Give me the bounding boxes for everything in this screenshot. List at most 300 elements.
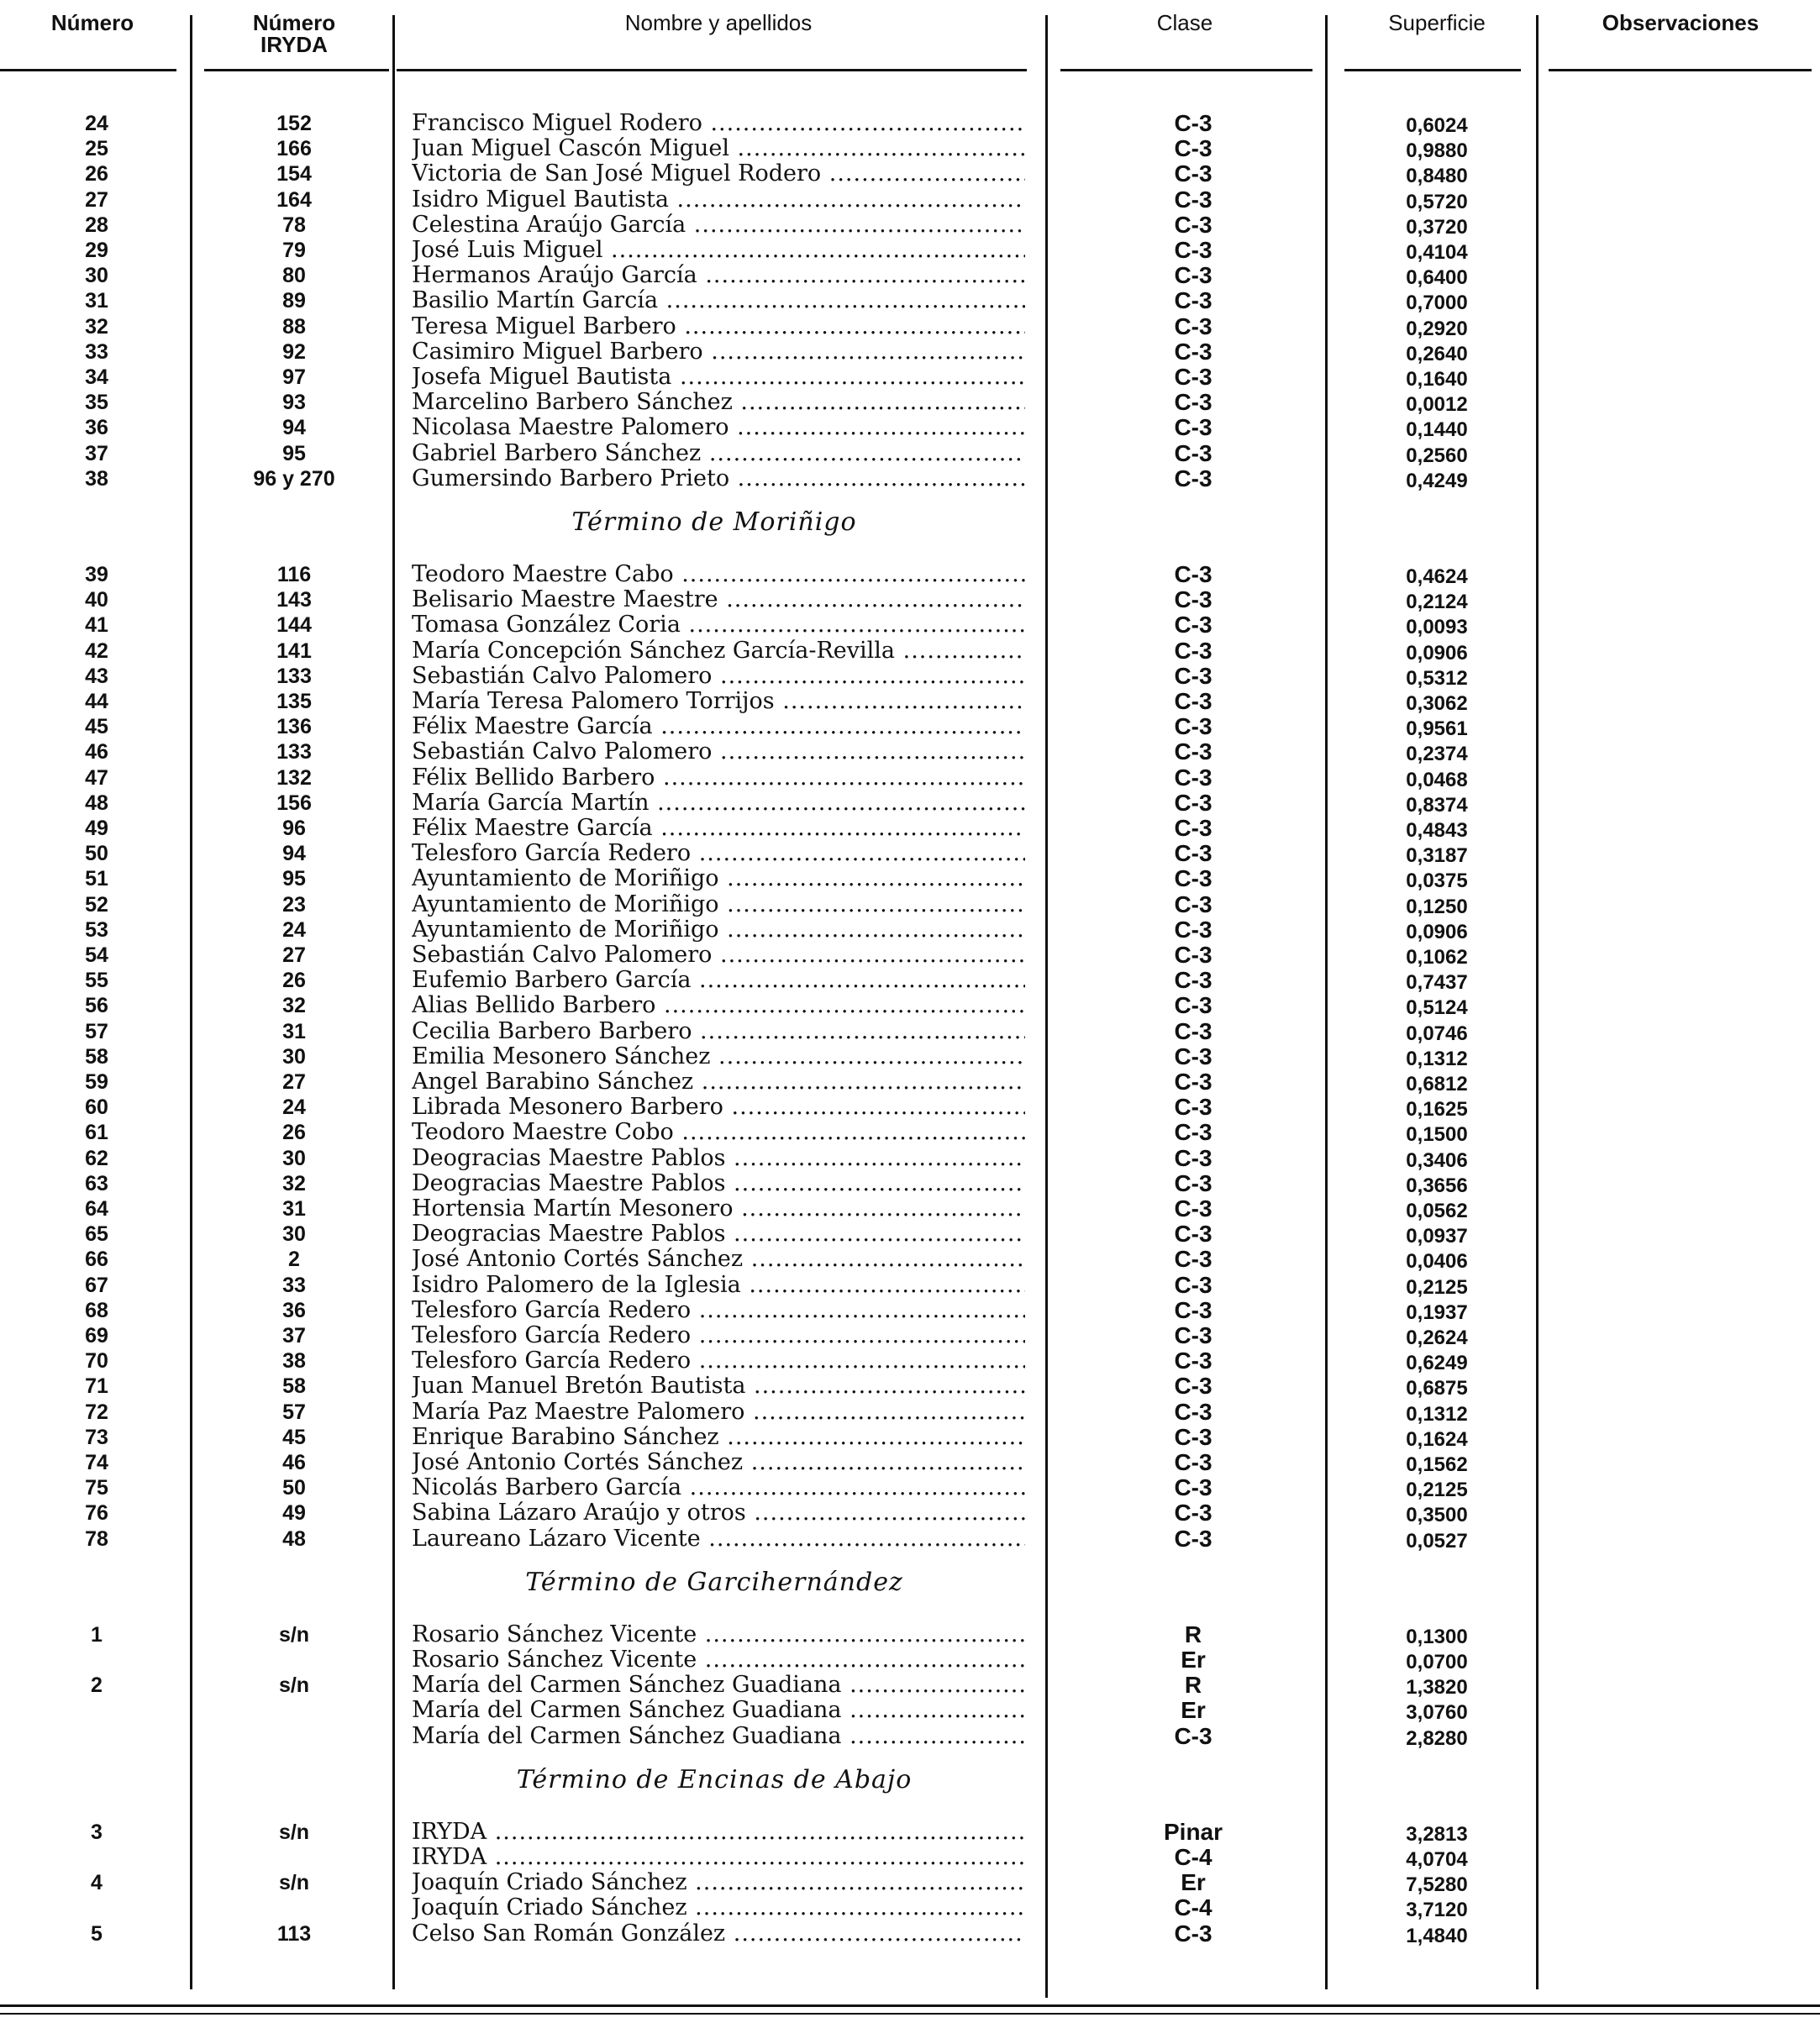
cell-nombre: Librada Mesonero Barbero ..... <box>412 1095 1025 1120</box>
cell-numero: 43 <box>85 664 108 688</box>
table-row <box>0 111 1820 136</box>
cell-iryda: 94 <box>282 416 306 440</box>
header-rule <box>0 69 176 71</box>
cell-numero: 41 <box>85 613 108 638</box>
cell-iryda: 27 <box>282 1070 306 1094</box>
cell-numero: 38 <box>85 466 108 491</box>
cell-clase: C-3 <box>1174 1094 1212 1121</box>
cell-superficie: 0,2125 <box>1406 1275 1468 1299</box>
cell-superficie: 0,2920 <box>1406 317 1468 340</box>
cell-superficie: 0,6875 <box>1406 1377 1468 1400</box>
cell-nombre: Celso San Román González ..... <box>412 1921 1025 1947</box>
cell-iryda: 58 <box>282 1374 306 1399</box>
table-row <box>0 390 1820 415</box>
cell-superficie: 0,9561 <box>1406 717 1468 741</box>
cell-nombre: Telesforo García Redero ..... <box>412 1348 1025 1374</box>
table-row <box>0 1323 1820 1348</box>
cell-superficie: 0,0527 <box>1406 1529 1468 1553</box>
cell-clase: C-3 <box>1174 110 1212 136</box>
cell-clase: C-4 <box>1174 1844 1212 1870</box>
cell-clase: C-3 <box>1174 967 1212 994</box>
cell-nombre: Telesforo García Redero ..... <box>412 1298 1025 1323</box>
cell-numero: 65 <box>85 1222 108 1247</box>
cell-numero: 56 <box>85 994 108 1018</box>
cell-numero: 63 <box>85 1171 108 1195</box>
cell-superficie: 0,1625 <box>1406 1098 1468 1122</box>
table-row <box>0 415 1820 440</box>
table-row <box>0 1044 1820 1069</box>
table-row <box>0 339 1820 365</box>
cell-iryda: 93 <box>282 391 306 415</box>
cell-iryda: s/n <box>278 1673 310 1698</box>
cell-nombre: Angel Barabino Sánchez ..... <box>412 1069 1025 1095</box>
cell-clase: C-3 <box>1174 1246 1212 1273</box>
cell-iryda: 49 <box>282 1501 306 1526</box>
cell-nombre: María Paz Maestre Palomero ..... <box>412 1400 1025 1425</box>
table-row <box>0 238 1820 263</box>
cell-nombre: Félix Maestre García ..... <box>412 816 1025 841</box>
table-row <box>0 1146 1820 1171</box>
cell-numero: 55 <box>85 969 108 993</box>
table-row <box>0 1820 1820 1845</box>
cell-numero: 49 <box>85 817 108 840</box>
table-row <box>0 1622 1820 1647</box>
cell-clase: C-3 <box>1174 1348 1212 1374</box>
cell-nombre: Juan Manuel Bretón Bautista ..... <box>412 1374 1025 1399</box>
cell-clase: C-3 <box>1174 262 1212 289</box>
cell-clase: C-3 <box>1174 389 1212 416</box>
cell-nombre: Nicolasa Maestre Palomero ..... <box>412 415 1025 440</box>
cell-iryda: 57 <box>282 1400 306 1424</box>
cell-iryda: 152 <box>276 112 312 135</box>
cell-nombre: José Antonio Cortés Sánchez ..... <box>412 1247 1025 1272</box>
cell-iryda: 132 <box>276 765 312 790</box>
table-row <box>0 943 1820 968</box>
cell-nombre: Hortensia Martín Mesonero ..... <box>412 1196 1025 1222</box>
cell-clase: C-3 <box>1174 1322 1212 1348</box>
cell-superficie: 0,3656 <box>1406 1174 1468 1197</box>
cell-clase: C-3 <box>1174 815 1212 841</box>
cell-iryda: 166 <box>276 137 312 161</box>
table-row <box>0 466 1820 491</box>
cell-nombre: Isidro Miguel Bautista ..... <box>412 187 1025 213</box>
cell-clase: C-3 <box>1174 211 1212 238</box>
cell-nombre: Deogracias Maestre Pablos ..... <box>412 1171 1025 1196</box>
cell-iryda: 33 <box>282 1273 306 1297</box>
table-row <box>0 1171 1820 1196</box>
cell-clase: C-3 <box>1174 1722 1212 1749</box>
cell-nombre: Rosario Sánchez Vicente ..... <box>412 1622 1025 1647</box>
cell-superficie: 0,1937 <box>1406 1300 1468 1324</box>
cell-superficie: 0,8374 <box>1406 793 1468 817</box>
cell-nombre: Enrique Barabino Sánchez ..... <box>412 1425 1025 1450</box>
cell-clase: R <box>1184 1672 1202 1699</box>
cell-iryda: 31 <box>282 1197 306 1221</box>
cell-superficie: 0,4249 <box>1406 469 1468 492</box>
cell-numero: 61 <box>85 1121 108 1145</box>
cell-iryda: 24 <box>282 917 306 942</box>
cell-superficie: 0,2560 <box>1406 444 1468 467</box>
cell-iryda: 143 <box>276 588 312 612</box>
cell-superficie: 0,0906 <box>1406 641 1468 665</box>
cell-numero: 24 <box>85 112 108 135</box>
cell-clase: C-3 <box>1174 1525 1212 1552</box>
table-row <box>0 1222 1820 1247</box>
cell-superficie: 0,5124 <box>1406 996 1468 1020</box>
table-row <box>0 1095 1820 1120</box>
header-superficie: Superficie <box>1388 10 1486 35</box>
cell-nombre: Juan Miguel Cascón Miguel ..... <box>412 136 1025 161</box>
cell-iryda: 2 <box>288 1248 300 1272</box>
cell-superficie: 0,3500 <box>1406 1504 1468 1527</box>
header-iryda-line-1: Número <box>252 10 336 35</box>
cell-nombre: Celestina Araújo García ..... <box>412 213 1025 238</box>
cell-nombre: Eufemio Barbero García ..... <box>412 968 1025 993</box>
cell-nombre: Rosario Sánchez Vicente ..... <box>412 1647 1025 1673</box>
table-row <box>0 714 1820 739</box>
cell-nombre: Sebastián Calvo Palomero ..... <box>412 943 1025 968</box>
cell-superficie: 4,0704 <box>1406 1848 1468 1871</box>
cell-clase: Er <box>1181 1869 1206 1896</box>
cell-numero: 40 <box>85 588 108 612</box>
bottom-rule <box>0 2004 1820 2007</box>
cell-superficie: 0,2124 <box>1406 591 1468 614</box>
cell-iryda: 95 <box>282 441 306 465</box>
cell-clase: C-3 <box>1174 916 1212 943</box>
cell-superficie: 1,3820 <box>1406 1676 1468 1700</box>
cell-iryda: 78 <box>282 213 306 237</box>
cell-nombre: Ayuntamiento de Moriñigo ..... <box>412 866 1025 891</box>
table-row <box>0 1298 1820 1323</box>
cell-iryda: 88 <box>282 314 306 339</box>
cell-nombre: Teodoro Maestre Cabo ..... <box>412 562 1025 587</box>
cell-numero: 31 <box>85 289 108 313</box>
cell-clase: C-3 <box>1174 1195 1212 1222</box>
cell-numero: 76 <box>85 1501 108 1526</box>
cell-iryda: 38 <box>282 1349 306 1374</box>
table-row <box>0 841 1820 866</box>
header-nombre: Nombre y apellidos <box>624 10 813 35</box>
cell-numero: 62 <box>85 1146 108 1170</box>
cell-iryda: 141 <box>276 638 312 663</box>
cell-iryda: 80 <box>282 264 306 288</box>
cell-iryda: 113 <box>276 1921 312 1946</box>
cell-numero: 46 <box>85 740 108 764</box>
header-numero: Número <box>50 10 134 35</box>
cell-clase: C-3 <box>1174 338 1212 365</box>
cell-numero: 74 <box>85 1451 108 1474</box>
cell-iryda: 133 <box>276 740 312 764</box>
cell-nombre: Félix Bellido Barbero ..... <box>412 765 1025 791</box>
cell-superficie: 0,6400 <box>1406 266 1468 290</box>
cell-clase: C-4 <box>1174 1894 1212 1921</box>
cell-superficie: 0,5312 <box>1406 666 1468 690</box>
cell-numero: 2 <box>91 1673 103 1698</box>
cell-numero: 36 <box>85 416 108 440</box>
cell-iryda: 23 <box>282 892 306 917</box>
cell-clase: C-3 <box>1174 1144 1212 1171</box>
cell-clase: C-3 <box>1174 439 1212 466</box>
cell-nombre: Basilio Martín García ..... <box>412 288 1025 313</box>
table-row <box>0 892 1820 917</box>
table-row <box>0 1374 1820 1399</box>
cell-iryda: 116 <box>276 563 312 586</box>
cell-nombre: María Concepción Sánchez García-Revilla ..... <box>412 638 1025 664</box>
cell-nombre: Casimiro Miguel Barbero ..... <box>412 339 1025 365</box>
cell-clase: C-3 <box>1174 789 1212 816</box>
cell-clase: C-3 <box>1174 414 1212 441</box>
cell-iryda: 32 <box>282 1171 306 1195</box>
cell-numero: 3 <box>91 1820 103 1844</box>
table-row <box>0 791 1820 816</box>
table-row <box>0 638 1820 664</box>
cell-superficie: 0,3720 <box>1406 215 1468 239</box>
cell-clase: R <box>1184 1621 1202 1647</box>
cell-superficie: 0,0562 <box>1406 1200 1468 1222</box>
header-rule <box>1344 69 1521 71</box>
header-clase: Clase <box>1156 10 1213 35</box>
cell-nombre: Emilia Mesonero Sánchez ..... <box>412 1044 1025 1069</box>
cell-nombre: Victoria de San José Miguel Rodero ..... <box>412 161 1025 187</box>
cell-numero: 60 <box>85 1095 108 1120</box>
cell-clase: C-3 <box>1174 1449 1212 1475</box>
cell-clase: C-3 <box>1174 891 1212 917</box>
cell-numero: 59 <box>85 1070 108 1094</box>
cell-clase: C-3 <box>1174 612 1212 638</box>
cell-iryda: 50 <box>282 1476 306 1500</box>
table-row <box>0 1921 1820 1947</box>
cell-numero: 42 <box>85 638 108 663</box>
cell-numero: 78 <box>85 1526 108 1551</box>
cell-superficie: 0,5720 <box>1406 190 1468 213</box>
cell-numero: 58 <box>85 1044 108 1069</box>
table-row <box>0 1425 1820 1450</box>
table-row <box>0 765 1820 791</box>
cell-iryda: 96 y 270 <box>253 466 335 491</box>
cell-nombre: Sebastián Calvo Palomero ..... <box>412 739 1025 764</box>
cell-numero: 28 <box>85 213 108 237</box>
cell-numero: 47 <box>85 765 108 790</box>
table-row <box>0 187 1820 213</box>
cell-superficie: 0,4843 <box>1406 819 1468 842</box>
cell-iryda: 133 <box>276 664 312 688</box>
cell-superficie: 0,0093 <box>1406 616 1468 639</box>
table-row <box>0 263 1820 288</box>
cell-numero: 39 <box>85 563 108 586</box>
cell-iryda: 24 <box>282 1095 306 1120</box>
cell-superficie: 0,1062 <box>1406 946 1468 969</box>
bottom-rule <box>0 2013 1820 2015</box>
cell-superficie: 0,6024 <box>1406 114 1468 137</box>
cell-superficie: 0,9880 <box>1406 139 1468 163</box>
cell-clase: C-3 <box>1174 186 1212 213</box>
cell-clase: C-3 <box>1174 1271 1212 1298</box>
cell-clase: C-3 <box>1174 586 1212 613</box>
cell-clase: Er <box>1181 1697 1206 1724</box>
cell-iryda: 36 <box>282 1298 306 1322</box>
cell-iryda: s/n <box>278 1871 310 1895</box>
cell-clase: C-3 <box>1174 738 1212 765</box>
cell-iryda: 30 <box>282 1146 306 1170</box>
cell-clase: C-3 <box>1174 313 1212 339</box>
cell-clase: C-3 <box>1174 1920 1212 1947</box>
cell-numero: 67 <box>85 1273 108 1297</box>
cell-nombre: Marcelino Barbero Sánchez ..... <box>412 390 1025 415</box>
cell-iryda: 79 <box>282 239 306 262</box>
cell-numero: 66 <box>85 1248 108 1272</box>
cell-clase: C-3 <box>1174 688 1212 714</box>
header-rule <box>1549 69 1812 71</box>
cell-nombre: Telesforo García Redero ..... <box>412 841 1025 866</box>
cell-nombre: Laureano Lázaro Vicente ..... <box>412 1526 1025 1552</box>
cell-nombre: IRYDA ..... <box>412 1845 1025 1870</box>
cell-superficie: 3,2813 <box>1406 1822 1468 1846</box>
table-row <box>0 1895 1820 1920</box>
cell-superficie: 7,5280 <box>1406 1873 1468 1897</box>
cell-superficie: 0,1440 <box>1406 418 1468 442</box>
cell-numero: 51 <box>85 867 108 891</box>
cell-nombre: Deogracias Maestre Pablos ..... <box>412 1146 1025 1171</box>
cell-clase: C-3 <box>1174 992 1212 1019</box>
cell-clase: C-3 <box>1174 1221 1212 1248</box>
cell-iryda: 26 <box>282 969 306 993</box>
cell-nombre: Joaquín Criado Sánchez ..... <box>412 1870 1025 1895</box>
cell-nombre: Tomasa González Coria ..... <box>412 612 1025 638</box>
cell-superficie: 0,1500 <box>1406 1123 1468 1147</box>
cell-numero: 75 <box>85 1476 108 1500</box>
cell-superficie: 0,0468 <box>1406 768 1468 791</box>
cell-superficie: 0,7437 <box>1406 971 1468 995</box>
cell-superficie: 0,0406 <box>1406 1250 1468 1274</box>
cell-numero: 30 <box>85 264 108 288</box>
cell-numero: 48 <box>85 791 108 815</box>
table-row <box>0 1120 1820 1145</box>
cell-clase: C-3 <box>1174 1017 1212 1044</box>
cell-numero: 57 <box>85 1019 108 1043</box>
cell-iryda: 46 <box>282 1451 306 1474</box>
cell-iryda: 156 <box>276 791 312 815</box>
cell-numero: 53 <box>85 917 108 942</box>
table-row <box>0 866 1820 891</box>
cell-nombre: Gabriel Barbero Sánchez ..... <box>412 441 1025 466</box>
cell-clase: C-3 <box>1174 160 1212 187</box>
cell-iryda: 135 <box>276 690 312 713</box>
header-iryda-line-2: IRYDA <box>260 32 328 57</box>
cell-numero: 45 <box>85 715 108 739</box>
cell-superficie: 0,0746 <box>1406 1022 1468 1045</box>
cell-nombre: Josefa Miguel Bautista ..... <box>412 365 1025 390</box>
table-row <box>0 1247 1820 1272</box>
cell-iryda: 45 <box>282 1425 306 1449</box>
cell-nombre: María Teresa Palomero Torrijos ..... <box>412 689 1025 714</box>
table-row <box>0 213 1820 238</box>
header-rule <box>397 69 1027 71</box>
cell-numero: 64 <box>85 1197 108 1221</box>
table-row <box>0 1673 1820 1698</box>
cell-clase: C-3 <box>1174 764 1212 791</box>
table-row <box>0 314 1820 339</box>
table-row <box>0 739 1820 764</box>
cell-numero: 72 <box>85 1400 108 1424</box>
table-row <box>0 1724 1820 1749</box>
cell-superficie: 0,2125 <box>1406 1479 1468 1502</box>
cell-nombre: Gumersindo Barbero Prieto ..... <box>412 466 1025 491</box>
cell-superficie: 0,2624 <box>1406 1327 1468 1349</box>
section-title: Término de Moriñigo <box>571 507 857 537</box>
cell-clase: C-3 <box>1174 662 1212 689</box>
table-row <box>0 1698 1820 1723</box>
cell-superficie: 0,3187 <box>1406 844 1468 868</box>
cell-clase: C-3 <box>1174 840 1212 867</box>
cell-superficie: 2,8280 <box>1406 1726 1468 1750</box>
cell-superficie: 0,4624 <box>1406 565 1468 588</box>
cell-nombre: María del Carmen Sánchez Guadiana ..... <box>412 1724 1025 1749</box>
cell-clase: C-3 <box>1174 1373 1212 1400</box>
table-row <box>0 1647 1820 1673</box>
cell-nombre: IRYDA ..... <box>412 1820 1025 1845</box>
cell-nombre: María García Martín ..... <box>412 791 1025 816</box>
cell-numero: 5 <box>91 1921 103 1946</box>
cell-superficie: 0,4104 <box>1406 241 1468 264</box>
table-row <box>0 1870 1820 1895</box>
cell-superficie: 0,2640 <box>1406 342 1468 365</box>
cell-numero: 73 <box>85 1425 108 1449</box>
header-rule <box>1060 69 1312 71</box>
cell-iryda: s/n <box>278 1820 310 1844</box>
cell-nombre: Sebastián Calvo Palomero ..... <box>412 664 1025 689</box>
table-row <box>0 365 1820 390</box>
cell-superficie: 0,1562 <box>1406 1453 1468 1476</box>
cell-clase: C-3 <box>1174 1043 1212 1069</box>
cell-clase: C-3 <box>1174 237 1212 263</box>
table-row <box>0 1019 1820 1044</box>
cell-clase: C-3 <box>1174 713 1212 740</box>
table-row <box>0 1450 1820 1475</box>
cell-superficie: 0,0012 <box>1406 393 1468 417</box>
cell-numero: 33 <box>85 339 108 364</box>
cell-nombre: Joaquín Criado Sánchez ..... <box>412 1895 1025 1920</box>
cell-numero: 37 <box>85 441 108 465</box>
cell-clase: C-3 <box>1174 637 1212 664</box>
cell-clase: C-3 <box>1174 364 1212 390</box>
cell-clase: Pinar <box>1163 1818 1223 1845</box>
cell-iryda: s/n <box>278 1622 310 1647</box>
cell-clase: C-3 <box>1174 1119 1212 1146</box>
cell-nombre: Belisario Maestre Maestre ..... <box>412 587 1025 612</box>
cell-clase: C-3 <box>1174 1069 1212 1095</box>
cell-iryda: 32 <box>282 994 306 1018</box>
cell-nombre: Félix Maestre García ..... <box>412 714 1025 739</box>
cell-clase: C-3 <box>1174 465 1212 491</box>
cell-nombre: María del Carmen Sánchez Guadiana ..... <box>412 1673 1025 1698</box>
cell-numero: 52 <box>85 892 108 917</box>
cell-numero: 50 <box>85 842 108 866</box>
table-row <box>0 917 1820 943</box>
table-row <box>0 1526 1820 1552</box>
cell-numero: 29 <box>85 239 108 262</box>
cell-numero: 32 <box>85 314 108 339</box>
table-row <box>0 161 1820 187</box>
cell-nombre: Ayuntamiento de Moriñigo ..... <box>412 892 1025 917</box>
cell-nombre: Francisco Miguel Rodero ..... <box>412 111 1025 136</box>
cell-nombre: Ayuntamiento de Moriñigo ..... <box>412 917 1025 943</box>
cell-superficie: 0,1640 <box>1406 368 1468 391</box>
cell-nombre: Telesforo García Redero ..... <box>412 1323 1025 1348</box>
table-row <box>0 1273 1820 1298</box>
section-title: Término de Garcihernández <box>525 1567 903 1597</box>
table-row <box>0 562 1820 587</box>
header-observaciones: Observaciones <box>1602 10 1760 35</box>
